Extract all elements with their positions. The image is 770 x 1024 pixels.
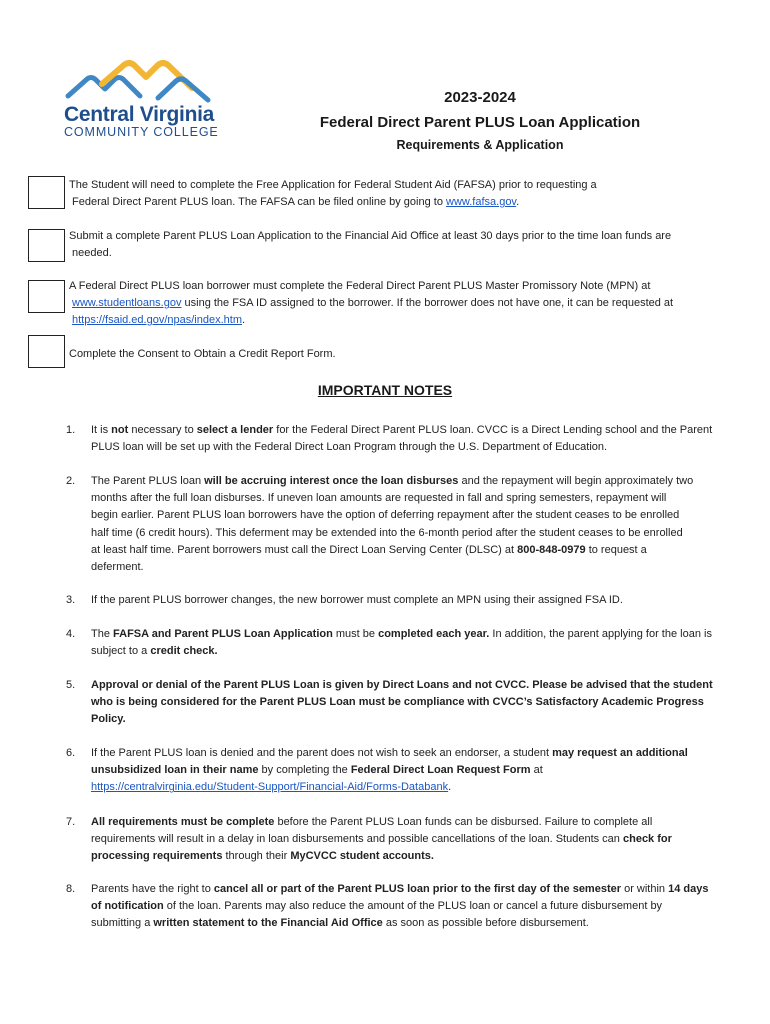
logo-college-subtitle: COMMUNITY COLLEGE: [64, 125, 219, 139]
requirement-fafsa: The Student will need to complete the Free Application for Federal Student Aid (FAFSA) prior to requesting a Federal Direct Parent PLUS loan. The FAFSA can be filed online by going to www.fafsa.gov.: [69, 179, 597, 208]
form-year: 2023-2024: [444, 89, 516, 106]
form-title: Federal Direct Parent PLUS Loan Application: [319, 114, 641, 131]
studentloans-link[interactable]: www.studentloans.gov: [72, 297, 182, 309]
fsaid-link[interactable]: https://fsaid.ed.gov/npas/index.htm: [72, 314, 242, 326]
logo-college-name: Central Virginia: [64, 103, 215, 126]
requirement-application: Submit a complete Parent PLUS Loan Application to the Financial Aid Office at least 30 days prior to the time loan funds are needed.: [69, 230, 672, 259]
fafsa-link[interactable]: www.fafsa.gov: [446, 196, 517, 208]
dlsc-phone: 800-848-0979: [517, 543, 586, 556]
form-subtitle: Requirements & Application: [396, 138, 564, 152]
requirement-mpn: A Federal Direct PLUS loan borrower must complete the Federal Direct Parent PLUS Master Promissory Note (MPN) at www.studentloans.gov using the FSA ID assigned to the borrower. If the borrower does not have one, it can be requested at https://fsaid.ed.gov/npas/index.htm.: [69, 280, 674, 326]
important-notes-heading: IMPORTANT NOTES: [317, 382, 453, 398]
requirement-checkbox-mpn[interactable]: [28, 280, 65, 313]
forms-databank-link[interactable]: https://centralvirginia.edu/Student-Support/Financial-Aid/Forms-Databank: [91, 781, 449, 794]
requirement-checkbox-credit-consent[interactable]: [28, 335, 65, 368]
requirement-checkbox-application[interactable]: [28, 229, 65, 262]
requirement-credit-consent: Complete the Consent to Obtain a Credit Report Form.: [69, 348, 336, 360]
requirement-checkbox-fafsa[interactable]: [28, 176, 65, 209]
